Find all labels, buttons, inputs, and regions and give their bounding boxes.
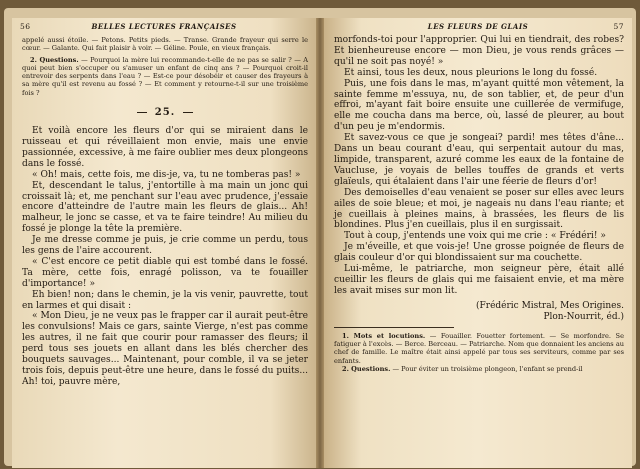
- right-paragraph: Je m'éveille, et que vois-je! Une grosse poignée de fleurs de glais couleur d'or qui blondissaient sur ma couchette.: [334, 242, 624, 264]
- top-note: appelé aussi étoile. — Petons. Petits pieds. — Transe. Grande frayeur qui serre le cœur. — Galante. Qui fait plaisir à voir. — Géline. Poule, en vieux français.: [22, 36, 308, 53]
- right-page-number: 57: [613, 22, 624, 31]
- right-paragraph: Lui-même, le patriarche, mon seigneur père, était allé cueillir les fleurs de glais qui me faisaient envie, et ma mère les avait mises sur mon lit.: [334, 264, 624, 296]
- right-running-head: [332, 22, 624, 34]
- citation-line-2: Plon-Nourrit, éd.): [543, 311, 624, 322]
- left-paragraph: Et, descendant le talus, j'entortille à ma main un jonc qui croissait là; et, me penchant sur l'eau avec prudence, j'essaie encore d'atteindre de l'autre main les fleurs de glais... Ah! malheur, le jonc se casse, et va te faire teindre! Au milieu du fossé je plonge la tête la première.: [22, 180, 308, 235]
- questions-block: [22, 56, 308, 97]
- left-running-head: [20, 22, 308, 34]
- right-page: [324, 18, 632, 468]
- right-paragraph: Tout à coup, j'entends une voix qui me crie : « Frédéri! »: [344, 231, 606, 242]
- right-paragraph: Et ainsi, tous les deux, nous pleurions le long du fossé.: [344, 67, 598, 78]
- left-paragraph: Eh bien! non; dans le chemin, je la vis venir, pauvrette, tout en larmes et qui disait :: [22, 289, 308, 311]
- left-paragraph: « Oh! mais, cette fois, me dis-je, va, tu ne tomberas pas! »: [32, 169, 301, 180]
- right-paragraph: Puis, une fois dans le mas, m'ayant quitté mon vêtement, la sainte femme m'essuya, nu, de son tablier, et, de peur d'un effroi, m'ayant fait boire ensuite une cuillerée de vermifuge, elle me coucha dans ma berce, où, lassé de pleurer, au bout d'un peu je m'endormis.: [334, 78, 624, 133]
- right-paragraph: morfonds-toi pour l'approprier. Qui lui en tiendrait, des robes? Et bienheureuse encore — mon Dieu, je vous rends grâces — qu'il ne soit pas noyé! »: [334, 35, 624, 67]
- right-paragraph: Et savez-vous ce que je songeai? pardi! mes têtes d'âne... Dans un beau courant d'eau, qui serpentait autour du mas, limpide, transparent, azuré comme les eaux de la fontaine de Vaucluse, je voyais de belles touffes de grands et verts glaïeuls, qui étalaient dans l'air une féerie de fleurs d'or!: [334, 133, 624, 187]
- questions-text: — Pourquoi la mère lui recommande-t-elle de ne pas se salir ? — A quoi peut bien s'occuper ou s'amuser un enfant de cinq ans ? — Pourquoi croit-il entrevoir des serpents dans l'eau ? — Est-ce pour désobéir et causer des frayeurs à sa mère qu'il est revenu au fossé ? — Et comment y retourne-t-il sur une troisième fois ?: [22, 55, 308, 97]
- footnote-2-text: — Pour éviter un troisième plongeon, l'enfant se prend-il: [392, 364, 583, 373]
- open-book: [4, 8, 636, 466]
- footnote-1-label: 1. Mots et locutions.: [342, 331, 426, 340]
- left-page: [12, 18, 316, 468]
- book-gutter: [316, 18, 324, 468]
- footnote-2-label: 2. Questions.: [342, 364, 391, 373]
- right-paragraph: Des demoiselles d'eau venaient se poser sur elles avec leurs ailes de soie bleue; et moi, je nageais nu dans l'eau riante; et je cueillais à pleines mains, à brassées, les fleurs de lis blondines. Plus j'en cueillais, plus il en surgissait.: [334, 187, 624, 231]
- left-running-title: BELLES LECTURES FRANÇAISES: [91, 22, 237, 31]
- chapter-number: 25.: [154, 107, 176, 119]
- left-paragraph: Je me dresse comme je puis, je crie comme un perdu, tous les gens de l'aire accourent.: [22, 235, 308, 257]
- footnote-rule: [334, 327, 454, 328]
- left-paragraph: Et voilà encore les fleurs d'or qui se miraient dans le ruisseau et qui réveillaient mon envie, mais une envie passionnée, excessive, à me faire oublier mes deux plongeons dans le fossé.: [22, 126, 308, 169]
- footnote-2: [334, 365, 624, 373]
- footnote-1-text: — Fouailler. Fouetter fortement. — Se morfondre. Se fatiguer à l'excès. — Berce. Berceau. — Patriarche. Nom que donnaient les anciens au chef de famille. Le maître était ainsi appelé par tous ses serviteurs, comme par ses enfants.: [334, 331, 624, 365]
- citation-line-1: (Frédéric Mistral, Mes Origines.: [476, 300, 624, 311]
- right-content: [334, 35, 624, 373]
- left-paragraph: « C'est encore ce petit diable qui est tombé dans le fossé. Ta mère, cette fois, enragé polisson, va te fouailler d'importance! »: [22, 256, 308, 289]
- left-page-number: 56: [20, 22, 31, 31]
- chapter-heading: [22, 107, 308, 118]
- left-paragraph: « Mon Dieu, je ne veux pas le frapper car il aurait peut-être les convulsions! Mais ce gars, sainte Vierge, n'est pas comme les autres, il ne fait que courir pour ramasser des fleurs; il perd tous ses jouets en allant dans les blés chercher des bouquets sauvages... Maintenant, pour comble, il va se jeter trois fois, depuis peut-être une heure, dans le fossé du puits... Ah! toi, pauvre mère,: [22, 311, 308, 387]
- questions-label: 2. Questions.: [30, 55, 79, 64]
- footnote-1: [334, 332, 624, 365]
- left-content: [22, 36, 308, 388]
- right-running-title: LES FLEURS DE GLAIS: [427, 22, 529, 31]
